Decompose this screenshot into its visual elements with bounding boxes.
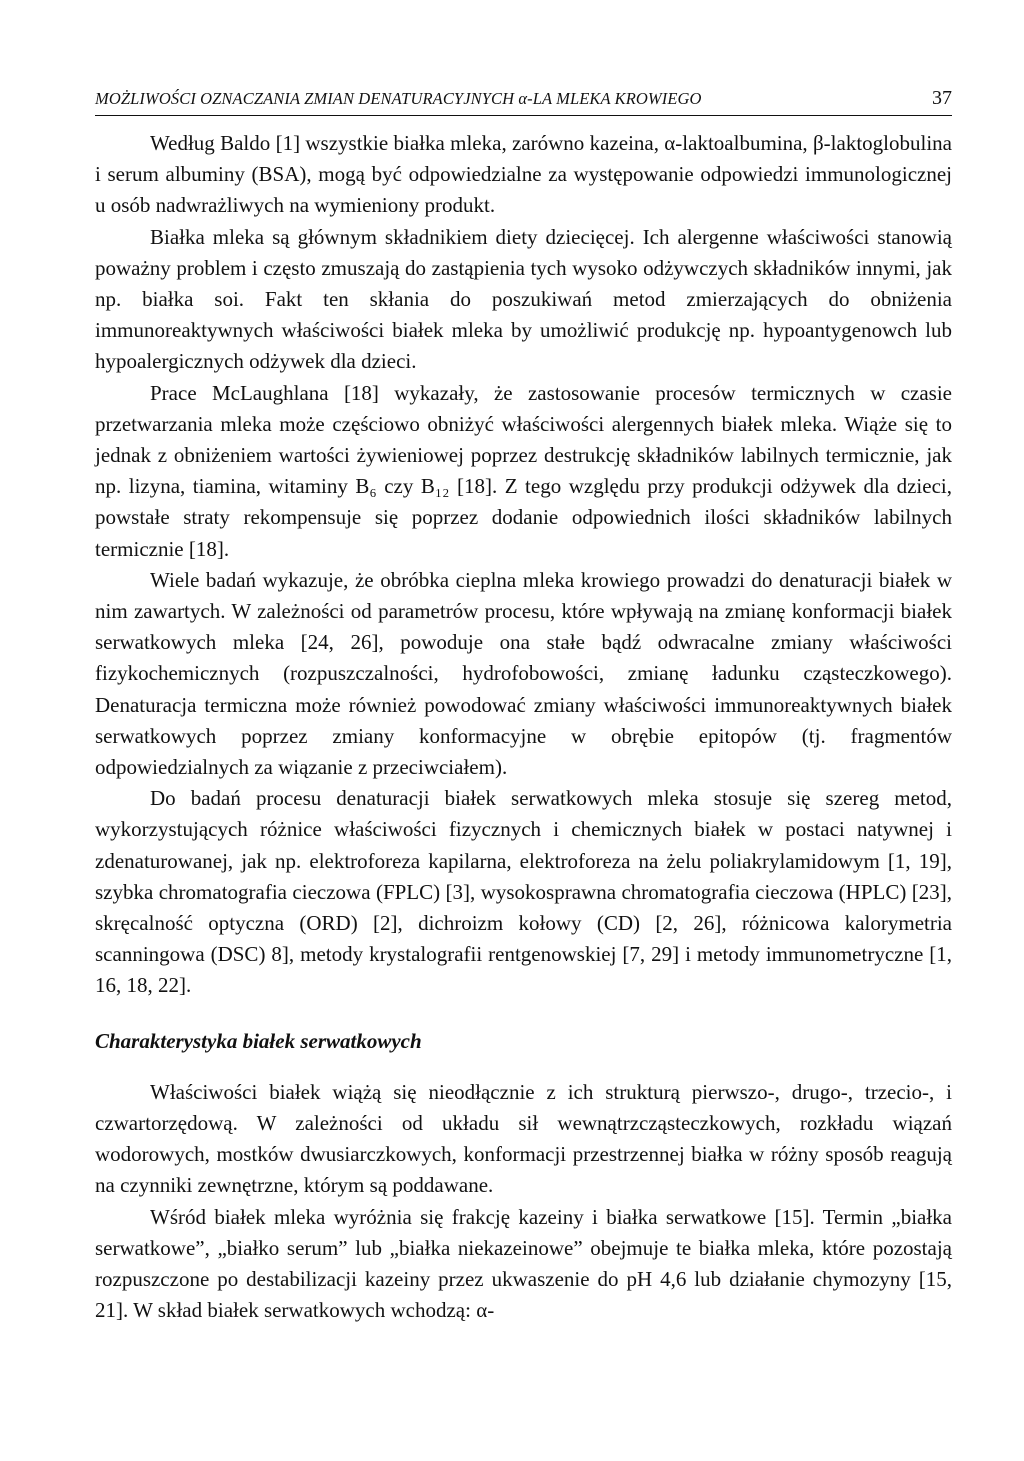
page-number: 37 xyxy=(932,87,952,109)
running-header xyxy=(95,87,952,116)
paragraph-4: Wiele badań wykazuje, że obróbka cieplna mleka krowiego prowadzi do denaturacji białek w nim zawartych. W zależności od parametrów procesu, które wpływają na zmianę konformacji białek serwatkowych mleka [24, 26], powoduje ona stałe bądź odwracalne zmiany właściwości fizykochemicznych (rozpuszczalności, hydrofobowości, zmianę ładunku cząsteczkowego). Denaturacja termiczna może również powodować zmiany właściwości immunoreaktywnych białek serwatkowych poprzez zmiany konformacyjne w obrębie epitopów (tj. fragmentów odpowiedzialnych za wiązanie z przeciwciałem). xyxy=(95,567,952,780)
running-title: MOŻLIWOŚCI OZNACZANIA ZMIAN DENATURACYJNYCH α-LA MLEKA KROWIEGO xyxy=(95,89,702,108)
paragraph-1: Według Baldo [1] wszystkie białka mleka, zarówno kazeina, α-laktoalbumina, β-laktoglobulina i serum albuminy (BSA), mogą być odpowiedzialne za występowanie odpowiedzi immunologicznej u osób nadwrażliwych na wymieniony produkt. xyxy=(95,131,952,218)
paragraph-6: Właściwości białek wiążą się nieodłącznie z ich strukturą pierwszo-, drugo-, trzecio-, i czwartorzędową. W zależności od układu sił wewnątrzcząsteczkowych, rozkładu wiązań wodorowych, mostków dwusiarczkowych, konformacji przestrzennej białka w różny sposób reagują na czynniki zewnętrzne, którym są poddawane. xyxy=(95,1079,952,1198)
body-text xyxy=(95,128,952,1326)
paragraph-5: Do badań procesu denaturacji białek serwatkowych mleka stosuje się szereg metod, wykorzystujących różnice właściwości fizycznych i chemicznych białek w postaci natywnej i zdenaturowanej, jak np. elektroforeza kapilarna, elektroforeza na żelu poliakrylamidowym [1, 19], szybka chromatografia cieczowa (FPLC) [3], wysokosprawna chromatografia cieczowa (HPLC) [23], skręcalność optyczna (ORD) [2], dichroizm kołowy (CD) [2, 26], różnicowa kalorymetria scanningowa (DSC) 8], metody krystalografii rentgenowskiej [7, 29] i metody immunometryczne [1, 16, 18, 22]. xyxy=(95,786,952,998)
paragraph-3: Prace McLaughlana [18] wykazały, że zastosowanie procesów termicznych w czasie przetwarzania mleka może częściowo obniżyć właściwości alergennych białek mleka. Wiąże się to jednak z obniżeniem wartości żywieniowej poprzez destrukcję składników labilnych termicznie, jak np. lizyna, tiamina, witaminy B₆ czy B₁₂ [18]. Z tego względu przy produkcji odżywek dla dzieci, powstałe straty rekompensuje się poprzez dodanie odpowiednich ilości składników labilnych termicznie [18]. xyxy=(95,380,952,561)
section-heading: Charakterystyka białek serwatkowych xyxy=(95,1028,422,1053)
paragraph-7: Wśród białek mleka wyróżnia się frakcję kazeiny i białka serwatkowe [15]. Termin „białka serwatkowe”, „białko serum” lub „białka niekazeinowe” obejmuje te białka mleka, które pozostają rozpuszczone po destabilizacji kazeiny przez ukwaszenie do pH 4,6 lub działanie chymozyny [15, 21]. W skład białek serwatkowych wchodzą: α- xyxy=(95,1204,952,1323)
paragraph-2: Białka mleka są głównym składnikiem diety dziecięcej. Ich alergenne właściwości stanowią poważny problem i często zmuszają do zastąpienia tych wysoko odżywczych składników innymi, jak np. białka soi. Fakt ten skłania do poszukiwań metod zmierzających do obniżenia immunoreaktywnych właściwości białek mleka by umożliwić produkcję np. hypoantygenowch lub hypoalergicznych odżywek dla dzieci. xyxy=(95,224,952,374)
